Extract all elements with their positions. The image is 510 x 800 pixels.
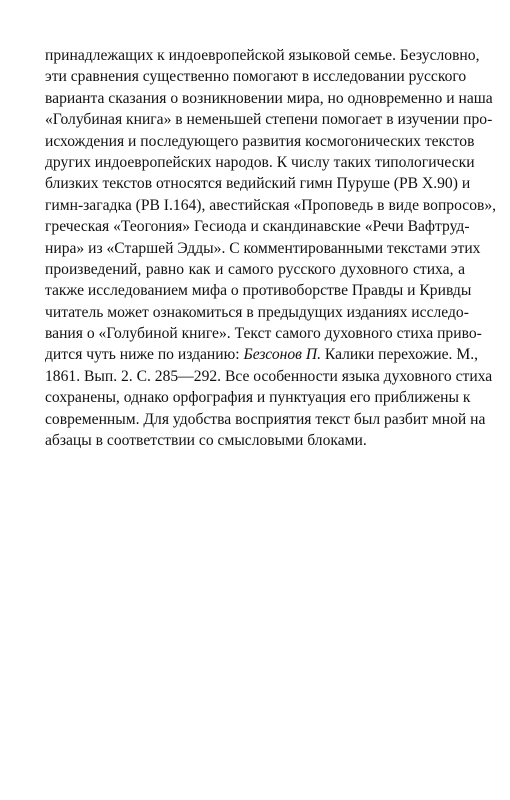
text-line-last: абзацы в соответствии со смысловыми блоками. bbox=[45, 432, 367, 450]
body-paragraph bbox=[45, 45, 497, 451]
text-line: произведений, равно как и самого русского духовного стиха, а bbox=[45, 260, 465, 278]
text-line: принадлежащих к индоевропейской языковой семье. Безусловно, bbox=[45, 47, 480, 64]
text-line: также исследованием мифа о противоборстве Правды и Кривды bbox=[45, 282, 472, 300]
text-line: сохранены, однако орфография и пунктуация его приближены к bbox=[45, 389, 471, 407]
citation-author: Безсонов П. bbox=[243, 346, 321, 364]
text-line: «Голубиная книга» в неменьшей степени помогает в изучении про- bbox=[45, 111, 493, 129]
text-line: современным. Для удобства восприятия текст был разбит мной на bbox=[45, 410, 486, 428]
text-line: эти сравнения существенно помогают в исследовании русского bbox=[45, 68, 467, 86]
text-line: греческая «Теогония» Гесиода и скандинавские «Речи Вафтруд- bbox=[45, 218, 470, 236]
text-line: исхождения и последующего развития космогонических текстов bbox=[45, 132, 475, 150]
text-line: нира» из «Старшей Эдды». С комментированными текстами этих bbox=[45, 239, 481, 257]
citation-lead-text: дится чуть ниже по изданию: bbox=[45, 346, 244, 364]
citation-title: Калики перехожие. М., bbox=[321, 346, 478, 364]
text-line: 1861. Вып. 2. С. 285—292. Все особенности языка духовного стиха bbox=[45, 367, 493, 385]
text-line: вания о «Голубиной книге». Текст самого духовного стиха приво- bbox=[45, 325, 482, 343]
text-line: близких текстов относятся ведийский гимн Пуруше (РВ X.90) и bbox=[45, 175, 471, 193]
text-line: читатель может ознакомиться в предыдущих изданиях исследо- bbox=[45, 303, 469, 321]
text-line-citation bbox=[45, 344, 478, 365]
text-line: гимн-загадка (РВ I.164), авестийская «Проповедь в виде вопросов», bbox=[45, 196, 497, 214]
text-line: других индоевропейских народов. К числу таких типологически bbox=[45, 153, 475, 171]
text-line: варианта сказания о возникновении мира, но одновременно и наша bbox=[45, 89, 493, 107]
